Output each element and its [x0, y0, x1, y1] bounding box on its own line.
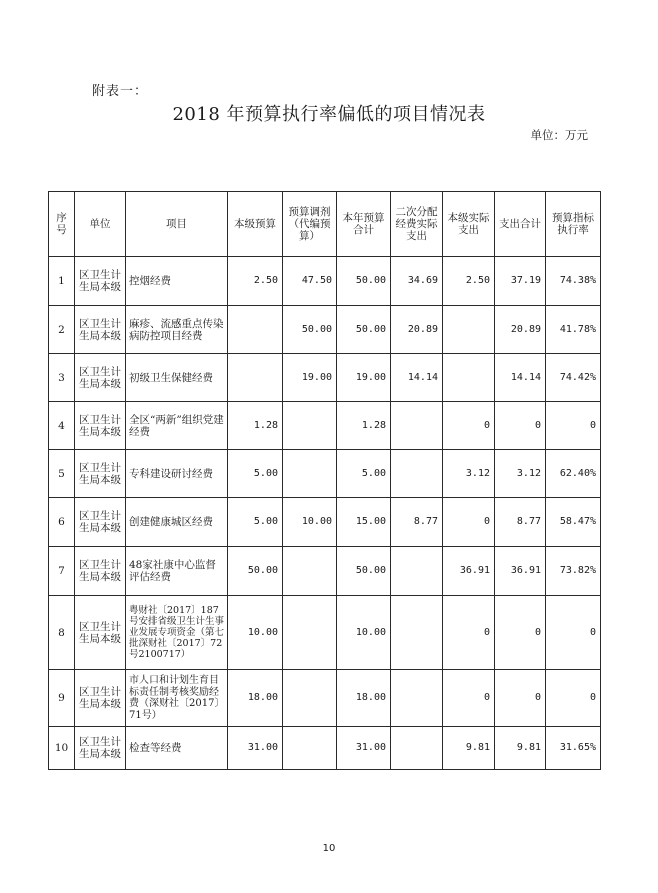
unit-label: 单位：万元	[530, 128, 588, 142]
cell-local-budget: 18.00	[228, 670, 283, 727]
cell-rate: 0	[546, 596, 601, 670]
cell-local-budget: 1.28	[228, 402, 283, 450]
cell-project: 专科建设研讨经费	[126, 450, 228, 498]
cell-rate: 58.47%	[546, 498, 601, 547]
table-row	[49, 306, 601, 354]
cell-total-spend: 20.89	[495, 306, 546, 354]
cell-secondary	[391, 450, 443, 498]
cell-local-spend: 0	[443, 596, 495, 670]
table-row	[49, 354, 601, 402]
cell-adjust	[283, 670, 337, 727]
page-title: 2018 年预算执行率偏低的项目情况表	[172, 104, 486, 125]
cell-secondary	[391, 402, 443, 450]
cell-project: 麻疹、流感重点传染病防控项目经费	[126, 306, 228, 354]
cell-total-spend: 14.14	[495, 354, 546, 402]
cell-total-spend: 0	[495, 670, 546, 727]
cell-local-budget: 5.00	[228, 498, 283, 547]
cell-year-total: 15.00	[337, 498, 391, 547]
cell-project: 全区“两新”组织党建经费	[126, 402, 228, 450]
cell-secondary	[391, 547, 443, 596]
cell-adjust: 50.00	[283, 306, 337, 354]
header-project: 项目	[126, 192, 228, 257]
cell-no: 2	[49, 306, 75, 354]
cell-no: 9	[49, 670, 75, 727]
cell-year-total: 10.00	[337, 596, 391, 670]
cell-year-total: 18.00	[337, 670, 391, 727]
table-row	[49, 547, 601, 596]
header-rate: 预算指标执行率	[546, 192, 601, 257]
header-total-spend: 支出合计	[495, 192, 546, 257]
cell-adjust	[283, 596, 337, 670]
cell-rate: 62.40%	[546, 450, 601, 498]
cell-no: 4	[49, 402, 75, 450]
cell-secondary	[391, 596, 443, 670]
cell-rate: 74.42%	[546, 354, 601, 402]
table-row	[49, 402, 601, 450]
cell-total-spend: 37.19	[495, 257, 546, 306]
cell-unit: 区卫生计生局本级	[75, 498, 126, 547]
cell-rate: 0	[546, 670, 601, 727]
cell-adjust	[283, 547, 337, 596]
cell-unit: 区卫生计生局本级	[75, 354, 126, 402]
cell-no: 3	[49, 354, 75, 402]
cell-project: 市人口和计划生育目标责任制考核奖励经费（深财社〔2017〕71号）	[126, 670, 228, 727]
cell-unit: 区卫生计生局本级	[75, 257, 126, 306]
cell-rate: 41.78%	[546, 306, 601, 354]
cell-local-budget: 31.00	[228, 727, 283, 770]
header-no: 序号	[49, 192, 75, 257]
cell-local-budget	[228, 306, 283, 354]
cell-local-spend	[443, 354, 495, 402]
cell-secondary	[391, 727, 443, 770]
cell-rate: 0	[546, 402, 601, 450]
cell-year-total: 19.00	[337, 354, 391, 402]
cell-local-spend: 9.81	[443, 727, 495, 770]
cell-adjust: 47.50	[283, 257, 337, 306]
cell-total-spend: 3.12	[495, 450, 546, 498]
cell-year-total: 50.00	[337, 306, 391, 354]
header-year-total: 本年预算合计	[337, 192, 391, 257]
cell-total-spend: 0	[495, 596, 546, 670]
cell-unit: 区卫生计生局本级	[75, 450, 126, 498]
table-row	[49, 498, 601, 547]
header-local-budget: 本级预算	[228, 192, 283, 257]
cell-secondary: 20.89	[391, 306, 443, 354]
attachment-label: 附表一：	[92, 84, 149, 99]
cell-year-total: 31.00	[337, 727, 391, 770]
header-row	[49, 192, 601, 257]
cell-total-spend: 9.81	[495, 727, 546, 770]
cell-rate: 74.38%	[546, 257, 601, 306]
cell-project: 初级卫生保健经费	[126, 354, 228, 402]
cell-year-total: 5.00	[337, 450, 391, 498]
cell-local-budget	[228, 354, 283, 402]
cell-local-spend: 0	[443, 498, 495, 547]
header-local-spend: 本级实际支出	[443, 192, 495, 257]
cell-local-spend: 36.91	[443, 547, 495, 596]
cell-year-total: 1.28	[337, 402, 391, 450]
cell-adjust	[283, 450, 337, 498]
cell-unit: 区卫生计生局本级	[75, 670, 126, 727]
cell-rate: 73.82%	[546, 547, 601, 596]
cell-local-spend: 0	[443, 670, 495, 727]
cell-secondary	[391, 670, 443, 727]
cell-no: 1	[49, 257, 75, 306]
cell-total-spend: 36.91	[495, 547, 546, 596]
cell-year-total: 50.00	[337, 257, 391, 306]
budget-table	[48, 191, 601, 770]
header-adjust: 预算调剂（代编预算）	[283, 192, 337, 257]
cell-rate: 31.65%	[546, 727, 601, 770]
cell-adjust: 19.00	[283, 354, 337, 402]
table-row	[49, 670, 601, 727]
cell-adjust	[283, 727, 337, 770]
cell-unit: 区卫生计生局本级	[75, 596, 126, 670]
cell-no: 10	[49, 727, 75, 770]
cell-total-spend: 0	[495, 402, 546, 450]
cell-no: 7	[49, 547, 75, 596]
cell-secondary: 14.14	[391, 354, 443, 402]
cell-unit: 区卫生计生局本级	[75, 547, 126, 596]
table-row	[49, 596, 601, 670]
cell-unit: 区卫生计生局本级	[75, 727, 126, 770]
table-row	[49, 257, 601, 306]
table-body	[49, 257, 601, 770]
cell-local-spend: 2.50	[443, 257, 495, 306]
cell-local-budget: 10.00	[228, 596, 283, 670]
cell-total-spend: 8.77	[495, 498, 546, 547]
cell-project: 48家社康中心监督评估经费	[126, 547, 228, 596]
cell-adjust	[283, 402, 337, 450]
cell-project: 检查等经费	[126, 727, 228, 770]
table-row	[49, 727, 601, 770]
header-secondary: 二次分配经费实际支出	[391, 192, 443, 257]
cell-local-budget: 5.00	[228, 450, 283, 498]
cell-secondary: 34.69	[391, 257, 443, 306]
cell-unit: 区卫生计生局本级	[75, 402, 126, 450]
cell-local-spend: 3.12	[443, 450, 495, 498]
cell-adjust: 10.00	[283, 498, 337, 547]
cell-no: 6	[49, 498, 75, 547]
cell-project: 创建健康城区经费	[126, 498, 228, 547]
page-number: 10	[322, 843, 336, 854]
cell-unit: 区卫生计生局本级	[75, 306, 126, 354]
table-row	[49, 450, 601, 498]
cell-project: 粤财社〔2017〕187号安排省级卫生计生事业发展专项资金（第七批深财社〔2017〕72号2100717）	[126, 596, 228, 670]
cell-no: 8	[49, 596, 75, 670]
header-unit: 单位	[75, 192, 126, 257]
cell-no: 5	[49, 450, 75, 498]
cell-local-spend	[443, 306, 495, 354]
cell-secondary: 8.77	[391, 498, 443, 547]
cell-year-total: 50.00	[337, 547, 391, 596]
cell-local-spend: 0	[443, 402, 495, 450]
cell-local-budget: 2.50	[228, 257, 283, 306]
cell-project: 控烟经费	[126, 257, 228, 306]
cell-local-budget: 50.00	[228, 547, 283, 596]
